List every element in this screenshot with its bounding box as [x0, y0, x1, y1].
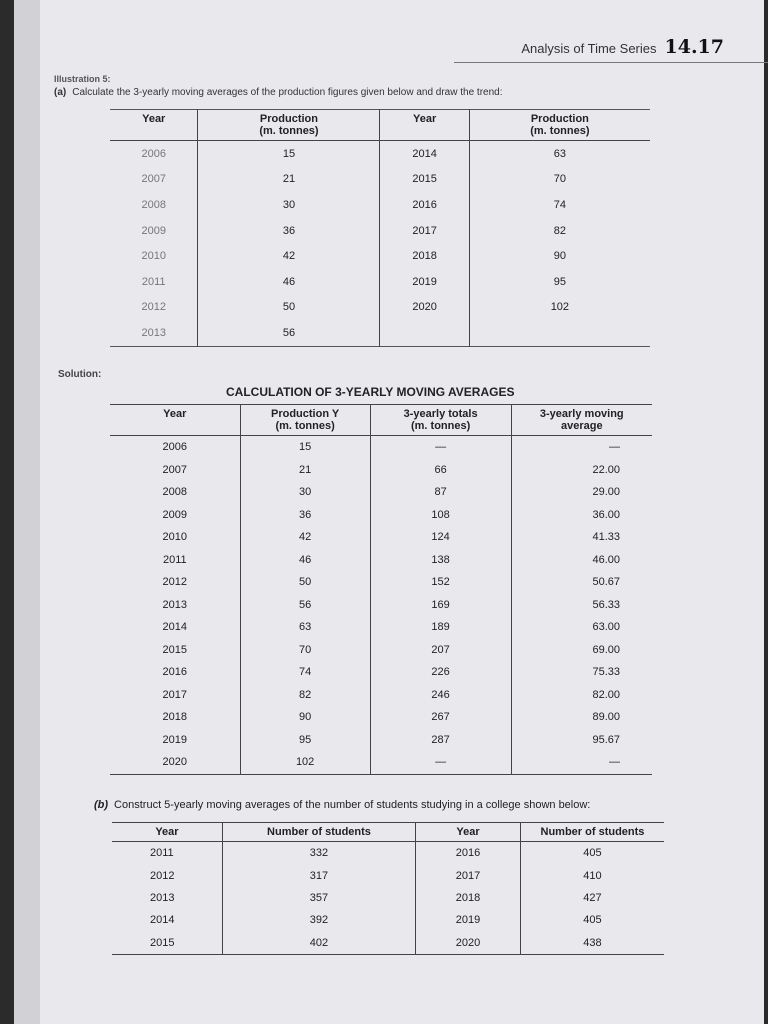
header-rule [454, 62, 768, 63]
column-header: Production (m. tonnes) [469, 110, 650, 141]
table-cell: 2018 [380, 243, 469, 269]
table-cell: 50 [240, 571, 370, 594]
table-row [110, 459, 652, 482]
table-cell: 95.67 [511, 729, 652, 752]
table-cell: 50 [198, 295, 380, 321]
table-cell: 2017 [416, 864, 521, 886]
table-cell: 82 [240, 684, 370, 707]
table-cell: 392 [222, 909, 415, 931]
table-row [110, 269, 650, 295]
table-cell: 2009 [162, 508, 188, 521]
table-cell: 317 [222, 864, 415, 886]
table-cell: 405 [520, 842, 664, 865]
table-cell: 410 [520, 864, 664, 886]
table-cell: 22.00 [511, 459, 652, 482]
table-row [110, 639, 652, 662]
table-cell: 36 [240, 504, 370, 527]
table-row [110, 192, 650, 218]
table-row [112, 864, 664, 886]
table-cell: 56 [198, 320, 380, 346]
table-row [110, 706, 652, 729]
table-cell: 36.00 [511, 504, 652, 527]
part-a-marker: (a) [54, 87, 67, 98]
table-row [112, 887, 664, 909]
column-header: Year [110, 110, 198, 141]
solution-label: Solution: [58, 369, 102, 380]
table-cell: 189 [370, 616, 511, 639]
table-cell: 69.00 [511, 639, 652, 662]
table-cell: 82.00 [511, 684, 652, 707]
table-row [110, 594, 652, 617]
table-cell: 2020 [416, 932, 521, 955]
table-cell: 2016 [416, 842, 521, 865]
students-data-table [112, 822, 664, 955]
table-cell: 357 [222, 887, 415, 909]
table-cell: 2006 [162, 441, 188, 454]
table-cell: 2016 [380, 192, 469, 218]
table-cell: 2017 [162, 688, 188, 701]
table-cell: — [511, 436, 652, 459]
column-header: Year [380, 110, 469, 141]
column-header: Number of students [222, 823, 415, 842]
table-cell: 46 [240, 549, 370, 572]
chapter-title: Analysis of Time Series [521, 41, 657, 56]
table-row [110, 243, 650, 269]
table-cell: 56 [240, 594, 370, 617]
table-cell: 50.67 [511, 571, 652, 594]
table-cell: 42 [240, 526, 370, 549]
table-cell: 2008 [141, 198, 166, 211]
table-row [110, 295, 650, 321]
table-cell: 2020 [380, 295, 469, 321]
table-cell: 2013 [162, 598, 188, 611]
table-cell: 2015 [150, 936, 175, 949]
table-cell: 90 [469, 243, 650, 269]
table-cell: 63.00 [511, 616, 652, 639]
table-cell: 21 [198, 167, 380, 193]
column-header: Year [416, 823, 521, 842]
table-cell: — [370, 436, 511, 459]
table-cell: 2014 [162, 621, 188, 634]
table-cell: 2013 [150, 891, 175, 904]
table-row [110, 571, 652, 594]
table-cell: 30 [198, 192, 380, 218]
table-cell: 169 [370, 594, 511, 617]
table-row [112, 842, 664, 865]
table-cell: 46 [198, 269, 380, 295]
table-cell: 226 [370, 661, 511, 684]
table-cell: 2018 [162, 711, 188, 724]
table-cell: 2012 [162, 576, 188, 589]
table-cell: 438 [520, 932, 664, 955]
column-header: Production Y (m. tonnes) [240, 405, 370, 436]
question-a-text: Calculate the 3-yearly moving averages of the production figures given below and draw the trend: [72, 87, 503, 98]
table-cell: 102 [469, 295, 650, 321]
table-cell: 2020 [162, 756, 188, 769]
calculation-title: CALCULATION OF 3-YEARLY MOVING AVERAGES [226, 385, 515, 399]
table-row [110, 320, 650, 346]
table-cell: 36 [198, 218, 380, 244]
table-cell: 21 [240, 459, 370, 482]
table-cell: 332 [222, 842, 415, 865]
table-cell: 2008 [162, 486, 188, 499]
table-cell: 63 [469, 141, 650, 167]
table-cell: 2019 [162, 733, 188, 746]
table-row [110, 436, 652, 459]
table-row [110, 549, 652, 572]
table-cell: 56.33 [511, 594, 652, 617]
table-cell: 29.00 [511, 481, 652, 504]
column-header: 3-yearly moving average [511, 405, 652, 436]
table-cell: 82 [469, 218, 650, 244]
table-cell: 41.33 [511, 526, 652, 549]
column-header: Number of students [520, 823, 664, 842]
table-cell: 287 [370, 729, 511, 752]
table-cell: 427 [520, 887, 664, 909]
table-cell [469, 320, 650, 346]
question-a [54, 87, 502, 98]
table-cell: 95 [469, 269, 650, 295]
table-cell: 30 [240, 481, 370, 504]
book-page [14, 0, 764, 1024]
table-cell: 70 [469, 167, 650, 193]
table-cell: 90 [240, 706, 370, 729]
table-cell: 138 [370, 549, 511, 572]
table-cell: 2019 [416, 909, 521, 931]
table-cell: 2015 [380, 167, 469, 193]
table-cell: 207 [370, 639, 511, 662]
part-b-marker: (b) [94, 799, 109, 811]
table-cell: 2010 [141, 250, 166, 263]
table-cell: 2016 [162, 666, 188, 679]
table-cell: 102 [240, 751, 370, 774]
table-cell: 2007 [162, 463, 188, 476]
table-cell: 2006 [141, 147, 166, 160]
table-cell: 267 [370, 706, 511, 729]
question-b-text: Construct 5-yearly moving averages of the number of students studying in a college shown below: [114, 799, 591, 811]
question-b [94, 799, 590, 811]
table-cell: 108 [370, 504, 511, 527]
moving-average-table [110, 404, 652, 775]
table-row [110, 751, 652, 774]
table-cell: 15 [240, 436, 370, 459]
table-row [110, 481, 652, 504]
table-cell: 74 [469, 192, 650, 218]
table-cell: 87 [370, 481, 511, 504]
table-cell: 2007 [141, 173, 166, 186]
table-cell: 75.33 [511, 661, 652, 684]
table-row [110, 526, 652, 549]
table-cell: — [370, 751, 511, 774]
table-cell: 2010 [162, 531, 188, 544]
table-cell: 2011 [141, 275, 166, 288]
table-row [112, 909, 664, 931]
table-row [110, 616, 652, 639]
table-cell: 63 [240, 616, 370, 639]
table-cell: 405 [520, 909, 664, 931]
page-number: 14.17 [664, 36, 724, 58]
page-gutter-shadow [14, 0, 40, 1024]
table-cell: 42 [198, 243, 380, 269]
table-cell: — [511, 751, 652, 774]
column-header: Production (m. tonnes) [198, 110, 380, 141]
table-cell: 15 [198, 141, 380, 167]
table-cell: 2017 [380, 218, 469, 244]
table-cell: 246 [370, 684, 511, 707]
table-cell: 2019 [380, 269, 469, 295]
table-cell: 89.00 [511, 706, 652, 729]
table-cell: 124 [370, 526, 511, 549]
table-row [110, 504, 652, 527]
table-row [110, 141, 650, 167]
column-header: Year [112, 823, 222, 842]
table-cell: 2011 [150, 847, 174, 860]
table-cell: 152 [370, 571, 511, 594]
table-row [110, 684, 652, 707]
table-cell: 2012 [141, 301, 166, 314]
table-row [110, 167, 650, 193]
table-cell: 66 [370, 459, 511, 482]
column-header: Year [110, 405, 240, 436]
table-cell: 2018 [416, 887, 521, 909]
table-cell: 2011 [162, 553, 187, 566]
table-cell: 70 [240, 639, 370, 662]
column-header: 3-yearly totals (m. tonnes) [370, 405, 511, 436]
table-row [112, 932, 664, 955]
running-header [521, 36, 724, 58]
table-cell: 74 [240, 661, 370, 684]
table-cell [380, 320, 469, 346]
table-row [110, 729, 652, 752]
table-cell: 2009 [141, 224, 166, 237]
table-cell: 46.00 [511, 549, 652, 572]
table-row [110, 661, 652, 684]
table-cell: 2012 [150, 869, 175, 882]
table-cell: 2014 [380, 141, 469, 167]
table-cell: 2013 [141, 326, 166, 339]
table-row [110, 218, 650, 244]
table-cell: 2014 [150, 914, 175, 927]
illustration-label: Illustration 5: [54, 74, 111, 84]
table-cell: 2015 [162, 643, 188, 656]
production-data-table [110, 109, 650, 347]
table-cell: 402 [222, 932, 415, 955]
table-cell: 95 [240, 729, 370, 752]
